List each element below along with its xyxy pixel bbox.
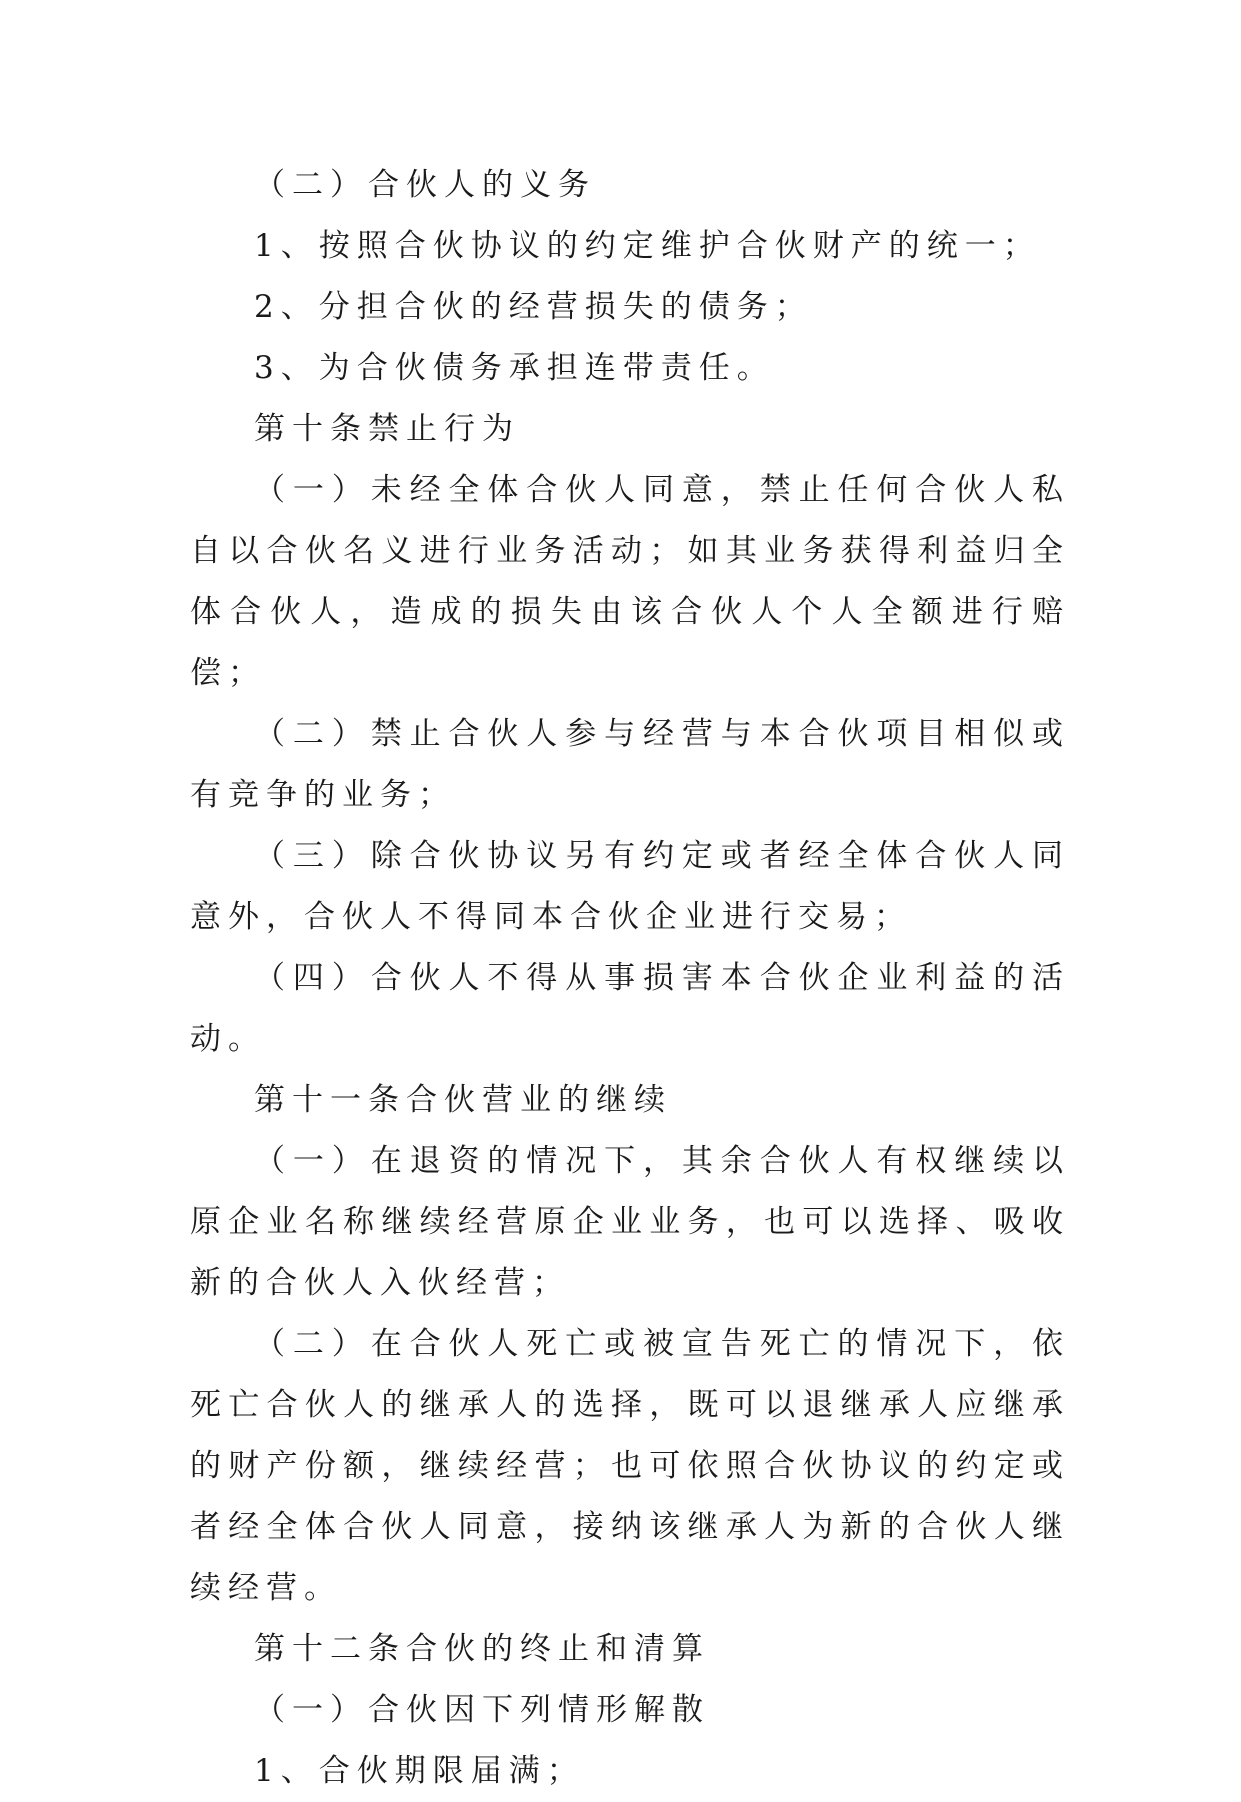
paragraph-obligation-3: 3、为合伙债务承担连带责任。 — [254, 350, 775, 386]
article-11-clause-2: （二）在合伙人死亡或被宣告死亡的情况下，依死亡合伙人的继承人的选择，既可以退继承人应继承的财产份额，继续经营；也可依照合伙协议的约定或者经全体合伙人同意，接纳该继承人为新的合伙人继续经营。 — [190, 1326, 1070, 1606]
article-10-heading: 第十条禁止行为 — [254, 411, 520, 447]
article-11-clause-1: （一）在退资的情况下，其余合伙人有权继续以原企业名称继续经营原企业业务，也可以选择、吸收新的合伙人入伙经营； — [190, 1143, 1070, 1301]
paragraph-obligation-2: 2、分担合伙的经营损失的债务； — [254, 289, 813, 325]
article-10-clause-2: （二）禁止合伙人参与经营与本合伙项目相似或有竞争的业务； — [190, 716, 1070, 813]
document-body — [190, 155, 1070, 1802]
article-11-heading: 第十一条合伙营业的继续 — [254, 1082, 672, 1118]
article-10-clause-3: （三）除合伙协议另有约定或者经全体合伙人同意外，合伙人不得同本合伙企业进行交易； — [190, 838, 1070, 935]
paragraph-obligation-1: 1、按照合伙协议的约定维护合伙财产的统一； — [254, 228, 1041, 264]
article-12-clause-1: （一）合伙因下列情形解散 — [254, 1692, 710, 1728]
paragraph-obligations-heading: （二）合伙人的义务 — [254, 167, 596, 203]
article-12-item-1: 1、合伙期限届满； — [254, 1753, 585, 1789]
article-10-clause-1: （一）未经全体合伙人同意，禁止任何合伙人私自以合伙名义进行业务活动；如其业务获得利益归全体合伙人，造成的损失由该合伙人个人全额进行赔偿； — [190, 472, 1070, 691]
article-10-clause-4: （四）合伙人不得从事损害本合伙企业利益的活动。 — [190, 960, 1070, 1057]
article-12-heading: 第十二条合伙的终止和清算 — [254, 1631, 710, 1667]
